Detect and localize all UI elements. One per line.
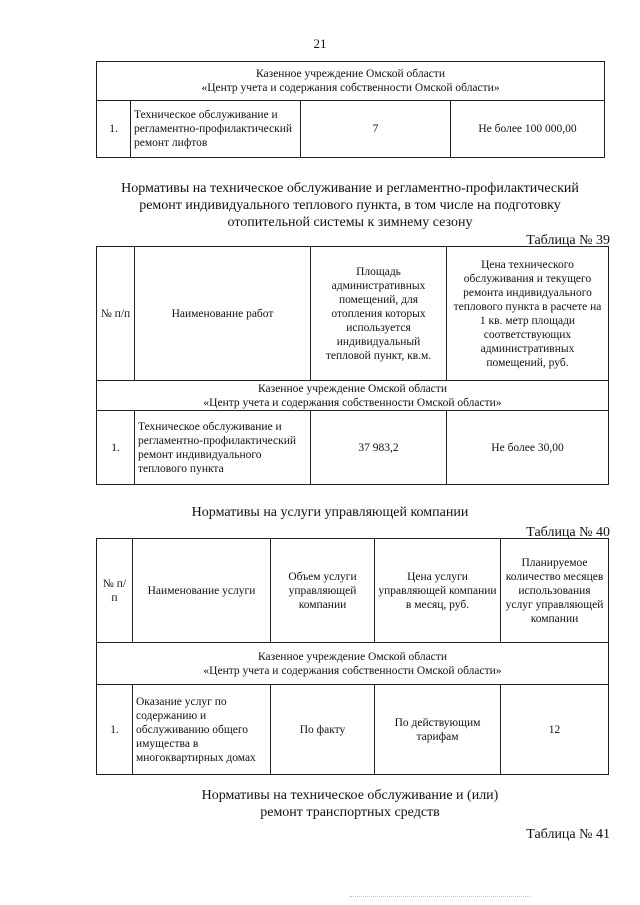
header-area: Площадь административных помещений, для отопления которых используется индивидуальный тепловой пункт, кв.м. <box>311 247 447 381</box>
row-quantity: 7 <box>301 101 451 158</box>
org-row <box>97 381 609 411</box>
row-price: По действующим тарифам <box>375 685 501 775</box>
org-cell <box>97 381 609 411</box>
section-41-heading: Нормативы на техническое обслуживание и (или) ремонт транспортных средств <box>201 788 499 820</box>
org-full-name: «Центр учета и содержания собственности Омской области» <box>203 664 502 677</box>
lifts-table <box>96 61 605 158</box>
org-name: Казенное учреждение Омской области <box>256 68 445 80</box>
table-40-label: Таблица № 40 <box>526 525 610 540</box>
table-row <box>97 685 609 775</box>
row-months: 12 <box>501 685 609 775</box>
header-number: № п/п <box>97 539 133 643</box>
header-months: Планируемое количество месяцев использования услуг управляющей компании <box>501 539 609 643</box>
row-number: 1. <box>97 411 135 485</box>
table-row <box>97 101 605 158</box>
row-name: Оказание услуг по содержанию и обслуживанию общего имущества в многоквартирных домах <box>133 685 271 775</box>
table-header-row <box>97 539 609 643</box>
table-39 <box>96 246 609 485</box>
table-41-label: Таблица № 41 <box>526 827 610 842</box>
table-40 <box>96 538 609 775</box>
header-price: Цена услуги управляющей компании в месяц, руб. <box>375 539 501 643</box>
org-row <box>97 62 605 101</box>
section-40-heading: Нормативы на услуги управляющей компании <box>191 505 469 520</box>
page-number: 21 <box>313 36 327 51</box>
org-full-name: «Центр учета и содержания собственности Омской области» <box>201 82 500 94</box>
row-number: 1. <box>97 101 131 158</box>
table-row <box>97 411 609 485</box>
row-area: 37 983,2 <box>311 411 447 485</box>
row-number: 1. <box>97 685 133 775</box>
section-39-heading: Нормативы на техническое обслуживание и регламентно-профилактический ремонт индивидуального теплового пункта, в том числе на подготовку отопительной системы к зимнему сезону <box>121 181 579 230</box>
header-number: № п/п <box>97 247 135 381</box>
row-name: Техническое обслуживание и регламентно-профилактический ремонт индивидуального теплового пункта <box>135 411 311 485</box>
table-39-label: Таблица № 39 <box>526 233 610 248</box>
org-cell <box>97 62 605 101</box>
row-price: Не более 30,00 <box>447 411 609 485</box>
org-row <box>97 643 609 685</box>
header-volume: Объем услуги управляющей компании <box>271 539 375 643</box>
org-full-name: «Центр учета и содержания собственности Омской области» <box>203 396 502 409</box>
row-volume: По факту <box>271 685 375 775</box>
header-name: Наименование работ <box>135 247 311 381</box>
row-price: Не более 100 000,00 <box>451 101 605 158</box>
page-edge-marks <box>350 896 530 901</box>
org-cell <box>97 643 609 685</box>
row-name: Техническое обслуживание и регламентно-профилактический ремонт лифтов <box>131 101 301 158</box>
table-header-row <box>97 247 609 381</box>
org-name: Казенное учреждение Омской области <box>258 382 447 395</box>
header-price: Цена технического обслуживания и текущего ремонта индивидуального теплового пункта в расчете на 1 кв. метр площади соответствующих административных помещений, руб. <box>447 247 609 381</box>
org-name: Казенное учреждение Омской области <box>258 650 447 663</box>
header-name: Наименование услуги <box>133 539 271 643</box>
